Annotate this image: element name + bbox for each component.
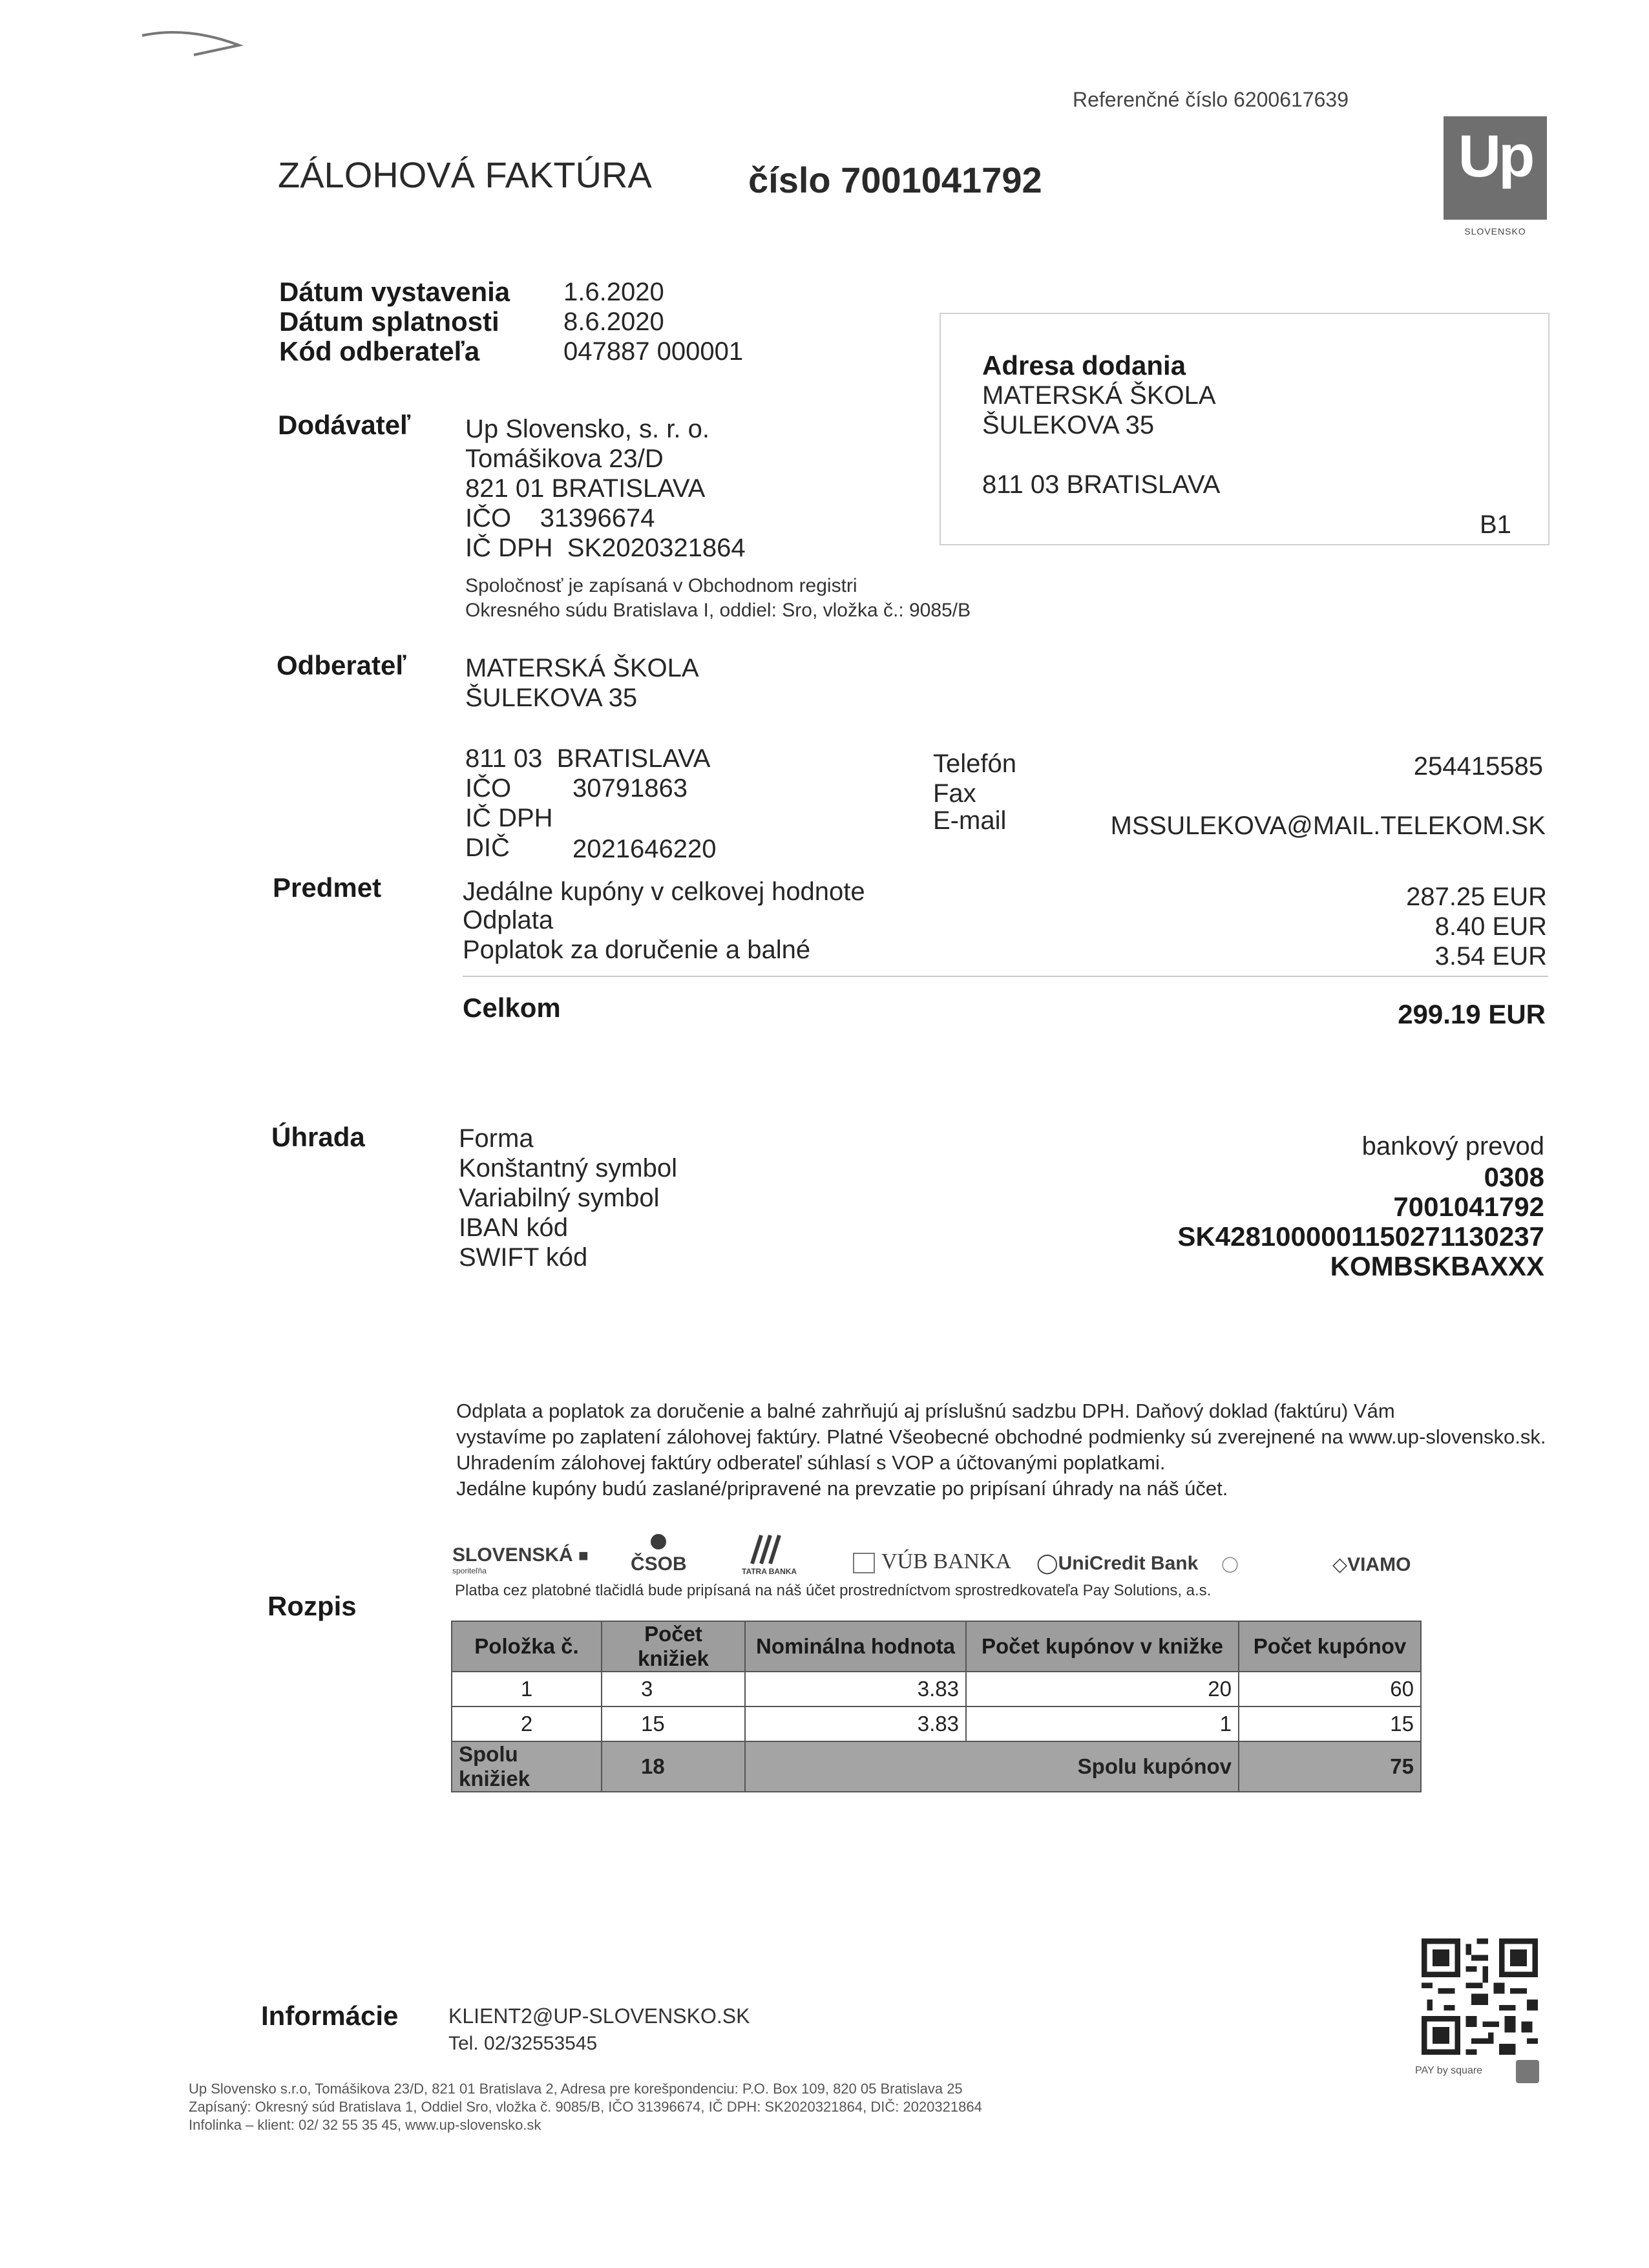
- customer-code-label: Kód odberateľa: [279, 336, 480, 366]
- supplier-register-line1: Spoločnosť je zapísaná v Obchodnom registri: [465, 575, 857, 596]
- note-line3: Uhradením zálohovej faktúry odberateľ súhlasí s VOP a účtovanými poplatkami.: [456, 1451, 1166, 1474]
- delivery-address-line3: 811 03 BRATISLAVA: [982, 470, 1221, 499]
- info-email[interactable]: KLIENT2@UP-SLOVENSKO.SK: [448, 2004, 750, 2028]
- payment-iban-label: IBAN kód: [459, 1213, 568, 1242]
- rozpis-header-coupons: Počet kupónov: [1239, 1621, 1421, 1672]
- total-label: Celkom: [463, 992, 561, 1023]
- payment-swift-label: SWIFT kód: [459, 1243, 588, 1272]
- qr-code-icon: [1422, 1938, 1538, 2055]
- rozpis-label: Rozpis: [268, 1591, 357, 1621]
- customer-name: MATERSKÁ ŠKOLA: [465, 654, 699, 682]
- subject-item-3-amount: 3.54 EUR: [1434, 942, 1547, 971]
- slovenska-icon: ■: [578, 1546, 589, 1565]
- csob-icon: [639, 1533, 678, 1551]
- total-value: 299.19 EUR: [1398, 999, 1546, 1029]
- note-line1: Odplata a poplatok za doručenie a balné zahrňujú aj príslušnú sadzbu DPH. Daňový doklad (faktúru) Vám: [456, 1400, 1395, 1422]
- pay-by-square-icon: [1516, 2060, 1539, 2083]
- tatra-banka-sub: TATRA BANKA: [742, 1567, 797, 1576]
- customer-icdph-label: IČ DPH: [465, 804, 553, 832]
- row1-coupons-per-book: 20: [966, 1672, 1239, 1706]
- row2-nominal: 3.83: [745, 1706, 966, 1741]
- row1-books: 3: [602, 1672, 745, 1706]
- unicredit-name: UniCredit Bank: [1058, 1553, 1199, 1574]
- invoice-number: číslo 7001041792: [748, 160, 1042, 200]
- rozpis-header-nominal: Nominálna hodnota: [745, 1621, 966, 1672]
- payment-iban-value: SK4281000001150271130237: [1177, 1221, 1544, 1252]
- slovenska-name: SLOVENSKÁ: [452, 1544, 573, 1566]
- customer-street: ŠULEKOVA 35: [465, 684, 638, 712]
- tatra-banka-icon: [747, 1533, 792, 1565]
- vub-banka-logo[interactable]: [853, 1549, 1011, 1574]
- vub-icon: [853, 1553, 875, 1573]
- customer-phone-value: 254415585: [1413, 752, 1543, 781]
- subject-item-2-text: Odplata: [463, 906, 554, 934]
- vub-name: VÚB BANKA: [881, 1549, 1012, 1573]
- payment-form-label: Forma: [459, 1124, 534, 1153]
- postova-banka-logo[interactable]: [1221, 1555, 1239, 1573]
- rozpis-sum-row: [452, 1741, 1421, 1792]
- table-row: [452, 1672, 1421, 1706]
- slovenska-sub: sporiteľňa: [452, 1566, 487, 1575]
- supplier-name: Up Slovensko, s. r. o.: [465, 415, 709, 443]
- supplier-city: 821 01 BRATISLAVA: [465, 474, 706, 503]
- subject-label: Predmet: [273, 872, 382, 903]
- subject-item-1-amount: 287.25 EUR: [1406, 883, 1547, 911]
- payment-form-value: bankový prevod: [1361, 1132, 1544, 1160]
- info-label: Informácie: [261, 2000, 399, 2031]
- customer-city: 811 03 BRATISLAVA: [465, 744, 711, 773]
- scan-mark-decoration: [136, 19, 252, 65]
- customer-email-label: E-mail: [933, 806, 1007, 835]
- subject-item-1-text: Jedálne kupóny v celkovej hodnote: [463, 877, 865, 906]
- customer-email-value: MSSULEKOVA@MAIL.TELEKOM.SK: [1110, 812, 1546, 840]
- supplier-street: Tomášikova 23/D: [465, 445, 664, 473]
- row2-books: 15: [602, 1706, 745, 1741]
- footer-line2: Zapísaný: Okresný súd Bratislava 1, Oddiel Sro, vložka č. 9085/B, IČO 31396674, IČ DPH: SK2020321864, DIČ: 2020321864: [189, 2099, 982, 2115]
- supplier-icdph: IČ DPH SK2020321864: [465, 534, 746, 562]
- sum-books-label: Spolu knižiek: [452, 1741, 602, 1792]
- rozpis-header-coupons-per-book: Počet kupónov v knižke: [966, 1621, 1239, 1672]
- payment-buttons-note: Platba cez platobné tlačidlá bude pripísaná na náš účet prostredníctvom sprostredkovateľa Pay Solutions, a.s.: [455, 1582, 1212, 1599]
- customer-fax-label: Fax: [933, 779, 976, 808]
- payment-label: Úhrada: [271, 1122, 365, 1152]
- csob-name: ČSOB: [631, 1553, 687, 1575]
- supplier-label: Dodávateľ: [278, 410, 411, 440]
- note-line2: vystavíme po zaplatení zálohovej faktúry. Platné Všeobecné obchodné podmienky sú zverejnené na www.up-slovensko.sk.: [456, 1425, 1546, 1448]
- customer-dic-label: DIČ: [465, 834, 510, 862]
- payment-const-label: Konštantný symbol: [459, 1154, 677, 1182]
- customer-ico-label: IČO: [465, 774, 512, 803]
- unicredit-logo[interactable]: [1036, 1552, 1198, 1575]
- issue-date-value: 1.6.2020: [563, 278, 664, 306]
- postova-icon: ◯: [1221, 1555, 1239, 1573]
- unicredit-icon: ◯: [1036, 1553, 1058, 1574]
- invoice-title: ZÁLOHOVÁ FAKTÚRA: [278, 154, 652, 195]
- sum-coupons-value: 75: [1239, 1741, 1421, 1792]
- viamo-logo[interactable]: [1332, 1553, 1411, 1576]
- payment-swift-value: KOMBSKBAXXX: [1330, 1251, 1544, 1281]
- due-date-value: 8.6.2020: [563, 308, 664, 336]
- sum-books-value: 18: [602, 1741, 745, 1792]
- viamo-icon: ◇: [1332, 1554, 1348, 1575]
- supplier-ico: IČO 31396674: [465, 504, 655, 532]
- reference-number: Referenčné číslo 6200617639: [1073, 88, 1349, 111]
- pay-by-square-label: PAY by square: [1415, 2065, 1483, 2076]
- row1-coupons: 60: [1239, 1672, 1421, 1706]
- rozpis-header-books: Počet knižiek: [602, 1621, 745, 1672]
- table-row: [452, 1706, 1421, 1741]
- subject-divider: [463, 976, 1548, 977]
- row2-coupons-per-book: 1: [966, 1706, 1239, 1741]
- payment-var-label: Variabilný symbol: [459, 1184, 660, 1212]
- info-phone: Tel. 02/32553545: [448, 2033, 598, 2054]
- customer-dic-value: 2021646220: [572, 835, 717, 863]
- customer-ico-value: 30791863: [572, 774, 688, 803]
- row1-item: 1: [452, 1672, 602, 1706]
- row2-item: 2: [452, 1706, 602, 1741]
- due-date-label: Dátum splatnosti: [279, 306, 499, 337]
- rozpis-table: [451, 1621, 1422, 1792]
- slovenska-sporitelna-logo[interactable]: [452, 1544, 589, 1575]
- customer-label: Odberateľ: [277, 650, 406, 680]
- delivery-address-title: Adresa dodania: [982, 350, 1186, 381]
- supplier-register-line2: Okresného súdu Bratislava I, oddiel: Sro, vložka č.: 9085/B: [465, 600, 971, 621]
- note-line4: Jedálne kupóny budú zaslané/pripravené na prevzatie po pripísaní úhrady na náš účet.: [456, 1477, 1228, 1500]
- delivery-address-line2: ŠULEKOVA 35: [982, 411, 1155, 439]
- payment-const-value: 0308: [1484, 1162, 1544, 1192]
- payment-var-value: 7001041792: [1393, 1192, 1544, 1222]
- footer-line1: Up Slovensko s.r.o, Tomášikova 23/D, 821 01 Bratislava 2, Adresa pre korešpondenciu: P.O. Box 109, 820 05 Bratislava 25: [189, 2081, 963, 2097]
- rozpis-header-item: Položka č.: [452, 1621, 602, 1672]
- logo-text: Up: [1458, 123, 1533, 189]
- subject-item-2-amount: 8.40 EUR: [1434, 912, 1547, 941]
- rozpis-header-row: [452, 1621, 1421, 1672]
- up-logo: [1444, 116, 1547, 220]
- subject-item-3-text: Poplatok za doručenie a balné: [463, 936, 811, 964]
- customer-phone-label: Telefón: [933, 750, 1016, 778]
- csob-logo[interactable]: [631, 1533, 687, 1575]
- viamo-name: VIAMO: [1347, 1554, 1411, 1575]
- logo-subtext: SLOVENSKO: [1464, 226, 1526, 236]
- customer-code-value: 047887 000001: [563, 337, 744, 366]
- row2-coupons: 15: [1239, 1706, 1421, 1741]
- sum-coupons-label: Spolu kupónov: [745, 1741, 1239, 1792]
- issue-date-label: Dátum vystavenia: [279, 277, 510, 307]
- footer-line3: Infolinka – klient: 02/ 32 55 35 45, www.up-slovensko.sk: [189, 2117, 541, 2133]
- delivery-address-line1: MATERSKÁ ŠKOLA: [982, 381, 1216, 410]
- row1-nominal: 3.83: [745, 1672, 966, 1706]
- tatra-banka-logo[interactable]: [742, 1533, 797, 1576]
- delivery-address-code: B1: [1480, 510, 1511, 539]
